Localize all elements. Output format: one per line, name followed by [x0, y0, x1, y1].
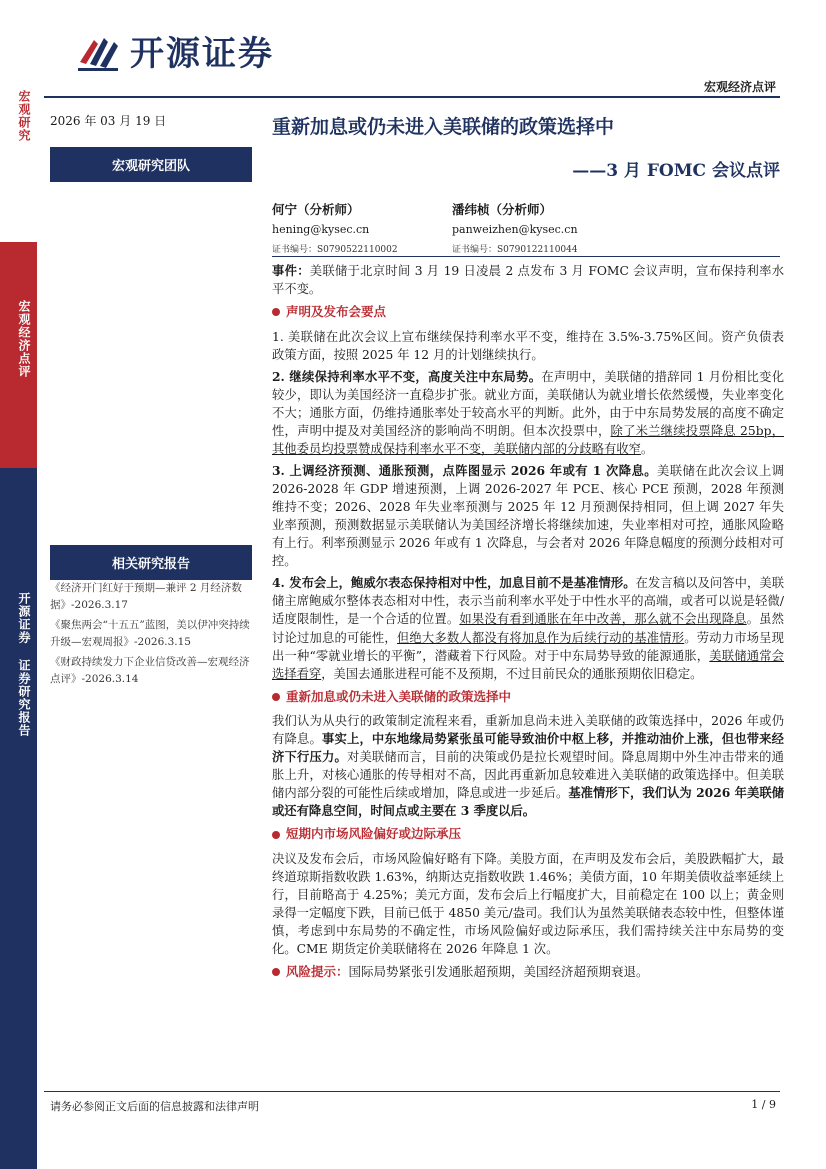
bullet-dot-icon	[272, 831, 280, 839]
report-date: 2026 年 03 月 19 日	[50, 114, 167, 128]
paragraph-text: 。劳动力市场呈现出一种“零就业增长的平衡”，潜藏着下行风险。对于中东局势导致的能源通胀，	[272, 630, 784, 663]
analyst-email[interactable]: hening@kysec.cn	[272, 223, 370, 236]
risk-note	[272, 963, 784, 981]
brand-logo	[76, 26, 274, 75]
header-divider	[44, 96, 780, 98]
paragraph-text: 。虽然讨论过加息的可能性，	[272, 612, 784, 645]
analysts	[272, 200, 784, 255]
related-report-item[interactable]: 《经济开门红好于预期—兼评 2 月经济数据》-2026.3.17	[50, 582, 242, 611]
analyst-cert: 证书编号：S0790122110044	[452, 245, 578, 255]
paragraph-text: 我们认为从央行的政策制定流程来看，重新加息尚未进入美联储的政策选择中，2026 年或仍有降息。	[272, 714, 784, 747]
section-title: 重新加息或仍未进入美联储的政策选择中	[286, 688, 512, 704]
section-title: 声明及发布会要点	[286, 304, 387, 320]
title-block	[272, 112, 784, 139]
section-title: 短期内市场风险偏好或边际承压	[286, 826, 462, 842]
underlined-text: 但绝大多数人都没有将加息作为后续行动的基准情形	[396, 630, 685, 645]
paragraph-1: 1. 美联储在此次会议上宣布继续保持利率水平不变，维持在 3.5%-3.75%区间。资产负债表政策方面，按照 2025 年 12 月的计划继续执行。	[272, 329, 784, 362]
related-report-item[interactable]: 《财政持续发力下企业信贷改善—宏观经济点评》-2026.3.14	[50, 656, 250, 685]
bold-text: 基准情形下，我们认为 2026 年美联储或还有降息空间，时间点或主要在 3 季度以后。	[272, 785, 784, 819]
paragraph-5	[272, 712, 784, 820]
event-label: 事件：	[272, 263, 310, 278]
analyst	[272, 200, 452, 255]
analyst-email[interactable]: panweizhen@kysec.cn	[452, 223, 578, 236]
page-number: 1 / 9	[751, 1098, 776, 1111]
paragraph-lead: 3. 上调经济预测、通胀预测，点阵图显示 2026 年或有 1 次降息。	[272, 462, 658, 478]
event-paragraph	[272, 262, 784, 298]
left-column	[50, 112, 252, 182]
analyst-cert: 证书编号：S0790522110002	[272, 245, 398, 255]
report-title: 重新加息或仍未进入美联储的政策选择中	[272, 116, 615, 138]
paragraph-6: 决议及发布会后，市场风险偏好略有下降。美股方面，在声明及发布会后，美股跌幅扩大，最终道琼斯指数收跌 1.63%，纳斯达克指数收跌 1.46%；美债方面，10 年期美债收益率延续上行，目前略高于 4.25%；美元方面，发布会后上行幅度扩大，目前稳定在 100 以上；黄金则录得一定幅度下跌，目前已低于 4850 美元/盎司。我们认为虽然美联储表态较中性，但整体谨慎，考虑到中东局势的不确定性，市场风险偏好或边际承压，我们需持续关注中东局势的变化。CME 期货定价美联储将在 2026 年降息 1 次。	[272, 851, 784, 957]
paragraph-text: 美联储在此次会议上调 2026-2028 年 GDP 增速预测，上调 2026-2027 年 PCE、核心 PCE 预测，2028 年预测维持不变；2026、2028 年失业率预测与 2025 年 12 月预测保持相同，但上调 2027 年失业率预测，预测数据显示美联储认为美国经济增长将继续加速，失业率相对可控，通胀风险略有上行。利率预测显示 2026 年或有 1 次降息，与会者对 2026 年降息幅度的预测分歧相对可控。	[272, 463, 784, 569]
paragraph-text: 。	[640, 441, 654, 456]
bullet-dot-icon	[272, 308, 280, 316]
risk-text: 国际局势紧张引发通胀超预期，美国经济超预期衰退。	[348, 964, 649, 980]
paragraph-lead: 2. 继续保持利率水平不变，高度关注中东局势。	[272, 368, 542, 384]
paragraph-lead: 4. 发布会上，鲍威尔表态保持相对中性，加息目前不是基准情形。	[272, 575, 636, 591]
related-report-item[interactable]: 《聚焦两会“十五五”蓝图，美以伊冲突持续升级—宏观周报》-2026.3.15	[50, 619, 250, 648]
section-heading	[272, 688, 784, 706]
report-body	[272, 262, 784, 988]
underlined-text: 美联储通常会选择看穿	[272, 648, 784, 681]
analysts-divider	[272, 256, 780, 257]
section-heading	[272, 825, 784, 843]
analyst-name: 潘纬桢（分析师）	[452, 202, 553, 217]
risk-label: 风险提示：	[286, 964, 349, 980]
related-reports-list	[50, 580, 256, 691]
report-subtitle: ——3 月 FOMC 会议点评	[572, 161, 780, 181]
event-text: 美联储于北京时间 3 月 19 日凌晨 2 点发布 3 月 FOMC 会议声明，宣布保持利率水平不变。	[272, 264, 784, 297]
paragraph-text: 在发言稿以及问答中，美联储主席鲍威尔整体表态相对中性，表示当前利率水平处于中性水平的高端，或者可以说是轻微/适度限制性，是一个合适的位置。	[272, 576, 784, 627]
footer-divider	[44, 1091, 780, 1092]
side-label-bottom: 开源证券 证券研究报告	[17, 592, 31, 737]
paragraph-text: 在声明中，美联储的措辞同 1 月份相比变化较少，即认为美国经济一直稳步扩张。就业方面，美联储认为就业增长依然缓慢，失业率变化不大；通胀方面，仍维持通胀率处于较高水平的判断。此外，由于中东局势发展的高度不确定性，声明中提及对美国经济的影响尚不明朗。但本次投票中，	[272, 369, 784, 438]
brand-name: 开源证券	[130, 34, 274, 74]
paragraph-3	[272, 462, 784, 570]
side-label-top: 宏观研究	[17, 90, 31, 142]
analyst-name: 何宁（分析师）	[272, 202, 360, 217]
paragraph-2	[272, 368, 784, 458]
bullet-dot-icon	[272, 693, 280, 701]
paragraph-text: ，美国去通胀进程可能不及预期，不过目前民众的通胀预期依旧稳定。	[321, 666, 703, 681]
related-reports-header: 相关研究报告	[50, 545, 252, 580]
analyst	[452, 200, 632, 255]
paragraph-text: 对美联储而言，目前的决策或仍是拉长观望时间。降息周期中外生冲击带来的通胀上升，对核心通胀的传导相对不高，因此再重新加息较难进入美联储的政策选择中。但美联储内部分裂的可能性后续或增加，降息或进一步延后。	[272, 750, 784, 801]
kaiyuan-logo-icon	[76, 28, 124, 74]
bold-text: 事实上，中东地缘局势紧张虽可能导致油价中枢上移，并推动油价上涨，但也带来经济下行压力。	[272, 731, 784, 765]
paragraph-4	[272, 574, 784, 682]
side-strip-navy	[0, 468, 37, 1169]
footer-disclaimer: 请务必参阅正文后面的信息披露和法律声明	[50, 1100, 259, 1113]
underlined-text: 如果没有看到通胀在年中改善，那么就不会出现降息	[459, 612, 747, 627]
bullet-dot-icon	[272, 968, 280, 976]
section-heading	[272, 303, 784, 321]
doc-type: 宏观经济点评	[703, 80, 776, 94]
side-label-middle: 宏观经济点评	[17, 300, 31, 378]
underlined-text: 除了米兰继续投票降息 25bp，其他委员均投票赞成保持利率水平不变，美联储内部的分歧略有收窄	[272, 423, 784, 456]
team-box: 宏观研究团队	[50, 147, 252, 182]
